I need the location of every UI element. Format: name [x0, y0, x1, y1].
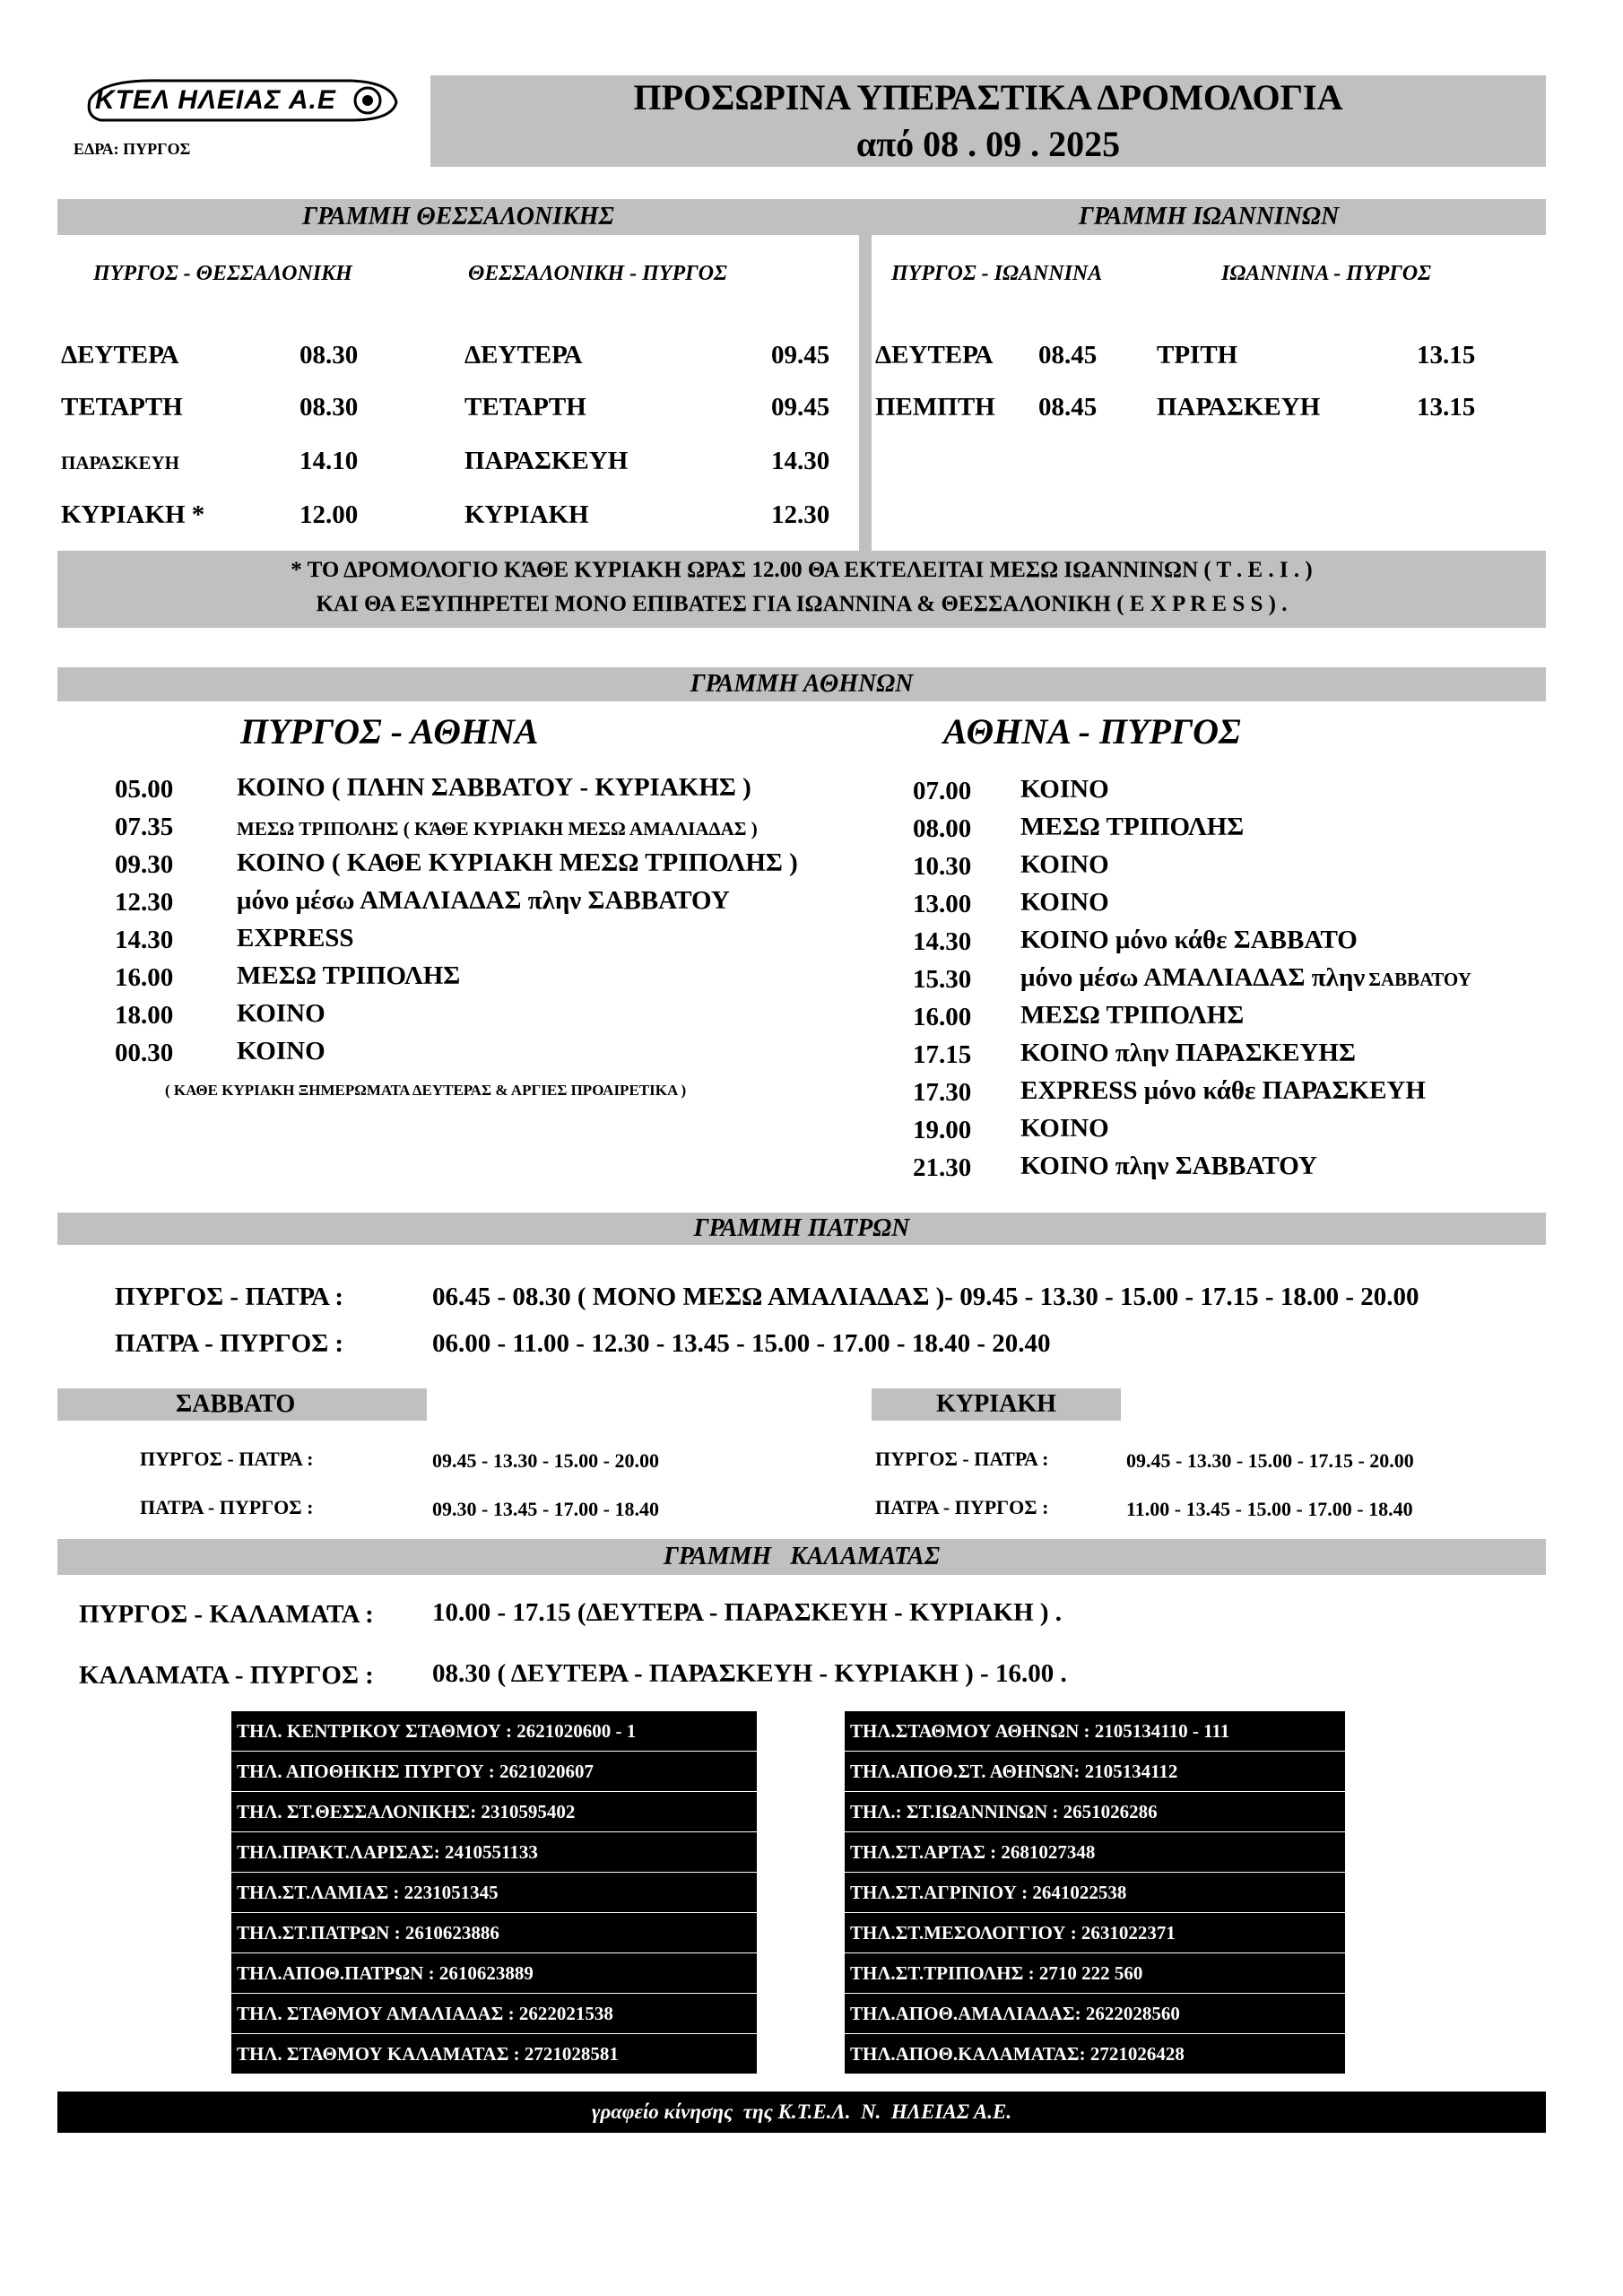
athens-to-10-time: 19.00 [913, 1116, 972, 1144]
ioannina-from-label: ΠΥΡΓΟΣ - ΙΩΑΝΝΙΝΑ [891, 262, 1103, 285]
athens-from-1-desc: ΚΟΙΝΟ ( ΠΛΗΝ ΣΑΒΒΑΤΟΥ - ΚΥΡΙΑΚΗΣ ) [237, 773, 751, 802]
footer-text: γραφείο κίνησης της Κ.Τ.Ε.Λ. Ν. ΗΛΕΙΑΣ Α.Ε. [591, 2100, 1012, 2123]
athens-to-6-desc: μόνο μέσω ΑΜΑΛΙΑΔΑΣ πλην [1020, 963, 1366, 992]
patras-row-2-label: ΠΑΤΡΑ - ΠΥΡΓΟΣ : [115, 1329, 344, 1358]
athens-from-7-time: 18.00 [115, 1001, 174, 1030]
ioannina-heading: ΓΡΑΜΜΗ ΙΩΑΝΝΙΝΩΝ [1078, 203, 1340, 230]
thess-row-2-day1: ΤΕΤΑΡΤΗ [61, 393, 183, 422]
athens-to-3-time: 10.30 [913, 852, 972, 881]
athens-to-3-desc: ΚΟΙΝΟ [1020, 850, 1109, 879]
patras-row-2-times: 06.00 - 11.00 - 12.30 - 13.45 - 15.00 - 17.00 - 18.40 - 20.40 [432, 1329, 1051, 1358]
thess-row-2-time1: 08.30 [299, 393, 359, 422]
athens-to-4-time: 13.00 [913, 890, 972, 918]
patras-row-1-times: 06.45 - 08.30 ( ΜΟΝΟ ΜΕΣΩ ΑΜΑΛΙΑΔΑΣ )- 09.45 - 13.30 - 15.00 - 17.15 - 18.00 - 20.00 [432, 1283, 1419, 1311]
athens-to-4-desc: ΚΟΙΝΟ [1020, 888, 1109, 917]
athens-from-2-desc: ΜΕΣΩ ΤΡΙΠΟΛΗΣ ( ΚΆΘΕ ΚΥΡΙΑΚΗ ΜΕΣΩ ΑΜΑΛΙΑΔΑΣ ) [237, 818, 758, 839]
thess-row-1-time2: 09.45 [771, 341, 830, 370]
phone-right-9: ΤΗΛ.ΑΠΟΘ.ΚΑΛΑΜΑΤΑΣ: 2721026428 [845, 2034, 1345, 2074]
phone-left-9: ΤΗΛ. ΣΤΑΘΜΟΥ ΚΑΛΑΜΑΤΑΣ : 2721028581 [231, 2034, 757, 2074]
athens-from-footnote: ( ΚΑΘΕ ΚΥΡΙΑΚΗ ΞΗΜΕΡΩΜΑΤΑ ΔΕΥΤΕΡΑΣ & ΑΡΓΙΕΣ ΠΡΟΑΙΡΕΤΙΚΑ ) [165, 1082, 687, 1099]
phone-right-1: ΤΗΛ.ΣΤΑΘΜΟΥ ΑΘΗΝΩΝ : 2105134110 - 111 [845, 1711, 1345, 1751]
athens-to-6-desc-wrap [1020, 963, 1471, 993]
athens-to-10-desc: ΚΟΙΝΟ [1020, 1114, 1109, 1143]
patras-row-1-label: ΠΥΡΓΟΣ - ΠΑΤΡΑ : [115, 1283, 344, 1311]
athens-to-7-desc: ΜΕΣΩ ΤΡΙΠΟΛΗΣ [1020, 1001, 1245, 1030]
seat-text: ΕΔΡΑ: ΠΥΡΓΟΣ [74, 140, 191, 158]
athens-to-1-desc: ΚΟΙΝΟ [1020, 775, 1109, 804]
athens-to-5-time: 14.30 [913, 927, 972, 956]
thess-row-3-day2: ΠΑΡΑΣΚΕΥΗ [464, 447, 629, 475]
saturday-heading: ΣΑΒΒΑΤΟ [176, 1390, 296, 1418]
athens-heading: ΓΡΑΜΜΗ ΑΘΗΝΩΝ [690, 670, 914, 698]
ioan-row-1-time2: 13.15 [1417, 341, 1476, 370]
athens-from-6-time: 16.00 [115, 963, 174, 992]
phone-left-8: ΤΗΛ. ΣΤΑΘΜΟΥ ΑΜΑΛΙΑΔΑΣ : 2622021538 [231, 1994, 757, 2033]
phone-left-1: ΤΗΛ. ΚΕΝΤΡΙΚΟΥ ΣΤΑΘΜΟΥ : 2621020600 - 1 [231, 1711, 757, 1751]
athens-to-8-desc: ΚΟΙΝΟ πλην ΠΑΡΑΣΚΕΥΗΣ [1020, 1039, 1356, 1067]
phone-left-3: ΤΗΛ. ΣΤ.ΘΕΣΣΑΛΟΝΙΚΗΣ: 2310595402 [231, 1792, 757, 1831]
thess-row-3-time2: 14.30 [771, 447, 830, 475]
ioan-row-2-day1: ΠΕΜΠΤΗ [875, 393, 995, 422]
page-date: από 08 . 09 . 2025 [855, 124, 1121, 164]
sat-row-1-times: 09.45 - 13.30 - 15.00 - 20.00 [432, 1449, 659, 1472]
thess-row-4-time2: 12.30 [771, 500, 830, 529]
thess-row-1-day1: ΔΕΥΤΕΡΑ [61, 341, 179, 370]
sat-row-2-label: ΠΑΤΡΑ - ΠΥΡΓΟΣ : [140, 1496, 314, 1518]
athens-to-9-time: 17.30 [913, 1078, 972, 1107]
thess-row-1-time1: 08.30 [299, 341, 359, 370]
logo-text: ΚΤΕΛ ΗΛΕΙΑΣ Α.Ε [95, 85, 336, 115]
athens-to-6-time: 15.30 [913, 965, 972, 994]
phone-right-8: ΤΗΛ.ΑΠΟΘ.ΑΜΑΛΙΑΔΑΣ: 2622028560 [845, 1994, 1345, 2033]
thess-row-4-day1: ΚΥΡΙΑΚΗ * [61, 500, 205, 529]
athens-to-2-desc: ΜΕΣΩ ΤΡΙΠΟΛΗΣ [1020, 813, 1245, 841]
phone-left-4: ΤΗΛ.ΠΡΑΚΤ.ΛΑΡΙΣΑΣ: 2410551133 [231, 1832, 757, 1872]
athens-from-3-desc: ΚΟΙΝΟ ( ΚΑΘΕ ΚΥΡΙΑΚΗ ΜΕΣΩ ΤΡΙΠΟΛΗΣ ) [237, 848, 798, 877]
sat-row-1-label: ΠΥΡΓΟΣ - ΠΑΤΡΑ : [140, 1448, 314, 1470]
phone-left-6: ΤΗΛ.ΣΤ.ΠΑΤΡΩΝ : 2610623886 [231, 1913, 757, 1952]
phone-left-2: ΤΗΛ. ΑΠΟΘΗΚΗΣ ΠΥΡΓΟΥ : 2621020607 [231, 1752, 757, 1791]
phone-right-3: ΤΗΛ.: ΣΤ.ΙΩΑΝΝΙΝΩΝ : 2651026286 [845, 1792, 1345, 1831]
athens-from-2-time: 07.35 [115, 813, 174, 841]
thess-row-4-day2: ΚΥΡΙΑΚΗ [464, 500, 589, 529]
athens-from-4-time: 12.30 [115, 888, 174, 917]
athens-to-11-desc: ΚΟΙΝΟ πλην ΣΑΒΒΑΤΟΥ [1020, 1152, 1317, 1180]
thess-row-1-day2: ΔΕΥΤΕΡΑ [464, 341, 583, 370]
athens-from-8-time: 00.30 [115, 1039, 174, 1067]
note-line-1: * ΤΟ ΔΡΟΜΟΛΟΓΙΟ ΚΆΘΕ ΚΥΡΙΑΚΗ ΩΡΑΣ 12.00 ΘΑ ΕΚΤΕΛΕΙΤΑΙ ΜΕΣΩ ΙΩΑΝΝΙΝΩΝ ( Τ . Ε . Ι . ) [291, 558, 1313, 582]
athens-to-7-time: 16.00 [913, 1003, 972, 1031]
kalamata-heading: ΓΡΑΜΜΗ ΚΑΛΑΜΑΤΑΣ [663, 1543, 941, 1570]
athens-to-5-desc: ΚΟΙΝΟ μόνο κάθε ΣΑΒΒΑΤΟ [1020, 926, 1358, 954]
note-line-2: ΚΑΙ ΘΑ ΕΞΥΠΗΡΕΤΕΙ ΜΟΝΟ ΕΠΙΒΑΤΕΣ ΓΙΑ ΙΩΑΝΝΙΝΑ & ΘΕΣΣΑΛΟΝΙΚΗ ( E X P R E S S ) . [316, 592, 1288, 616]
sun-row-1-times: 09.45 - 13.30 - 15.00 - 17.15 - 20.00 [1126, 1449, 1414, 1472]
patras-heading: ΓΡΑΜΜΗ ΠΑΤΡΩΝ [693, 1214, 910, 1242]
thessaloniki-heading: ΓΡΑΜΜΗ ΘΕΣΣΑΛΟΝΙΚΗΣ [302, 203, 614, 230]
athens-from-5-time: 14.30 [115, 926, 174, 954]
thess-row-4-time1: 12.00 [299, 500, 359, 529]
athens-from-7-desc: ΚΟΙΝΟ [237, 999, 325, 1028]
ioannina-to-label: ΙΩΑΝΝΙΝΑ - ΠΥΡΓΟΣ [1221, 262, 1431, 285]
phone-left-7: ΤΗΛ.ΑΠΟΘ.ΠΑΤΡΩΝ : 2610623889 [231, 1953, 757, 1993]
kalamata-row-2-label: ΚΑΛΑΜΑΤΑ - ΠΥΡΓΟΣ : [79, 1661, 374, 1690]
sunday-heading: ΚΥΡΙΑΚΗ [936, 1390, 1056, 1418]
ioan-row-2-time2: 13.15 [1417, 393, 1476, 422]
athens-to-9-desc: EXPRESS μόνο κάθε ΠΑΡΑΣΚΕΥΗ [1020, 1076, 1426, 1105]
athens-from-6-desc: ΜΕΣΩ ΤΡΙΠΟΛΗΣ [237, 961, 461, 990]
page-title: ΠΡΟΣΩΡΙΝΑ ΥΠΕΡΑΣΤΙΚΑ ΔΡΟΜΟΛΟΓΙΑ [633, 77, 1343, 117]
athens-to-11-time: 21.30 [913, 1153, 972, 1182]
phone-left-5: ΤΗΛ.ΣΤ.ΛΑΜΙΑΣ : 2231051345 [231, 1873, 757, 1912]
athens-to-1-time: 07.00 [913, 777, 972, 805]
kalamata-row-2-times: 08.30 ( ΔΕΥΤΕΡΑ - ΠΑΡΑΣΚΕΥΗ - ΚΥΡΙΑΚΗ ) - 16.00 . [432, 1659, 1067, 1688]
athens-from-4-desc: μόνο μέσω ΑΜΑΛΙΑΔΑΣ πλην ΣΑΒΒΑΤΟΥ [237, 886, 730, 915]
sat-row-2-times: 09.30 - 13.45 - 17.00 - 18.40 [432, 1498, 659, 1520]
athens-from-label: ΠΥΡΓΟΣ - ΑΘΗΝΑ [240, 711, 539, 752]
ioan-row-1-day2: ΤΡΙΤΗ [1157, 341, 1238, 370]
ioan-row-2-day2: ΠΑΡΑΣΚΕΥΗ [1157, 393, 1321, 422]
thess-row-2-time2: 09.45 [771, 393, 830, 422]
athens-from-8-desc: ΚΟΙΝΟ [237, 1037, 325, 1065]
athens-to-8-time: 17.15 [913, 1040, 972, 1069]
ioan-row-1-day1: ΔΕΥΤΕΡΑ [875, 341, 994, 370]
athens-from-1-time: 05.00 [115, 775, 174, 804]
ioan-row-1-time1: 08.45 [1038, 341, 1098, 370]
kalamata-row-1-times: 10.00 - 17.15 (ΔΕΥΤΕΡΑ - ΠΑΡΑΣΚΕΥΗ - ΚΥΡΙΑΚΗ ) . [432, 1598, 1063, 1627]
thessaloniki-from-label: ΠΥΡΓΟΣ - ΘΕΣΣΑΛΟΝΙΚΗ [93, 262, 352, 285]
sun-row-1-label: ΠΥΡΓΟΣ - ΠΑΤΡΑ : [875, 1448, 1049, 1470]
phone-right-2: ΤΗΛ.ΑΠΟΘ.ΣΤ. ΑΘΗΝΩΝ: 2105134112 [845, 1752, 1345, 1791]
sun-row-2-label: ΠΑΤΡΑ - ΠΥΡΓΟΣ : [875, 1496, 1049, 1518]
phone-right-4: ΤΗΛ.ΣΤ.ΑΡΤΑΣ : 2681027348 [845, 1832, 1345, 1872]
sun-row-2-times: 11.00 - 13.45 - 15.00 - 17.00 - 18.40 [1126, 1498, 1413, 1520]
athens-from-5-desc: EXPRESS [237, 924, 354, 952]
phone-right-6: ΤΗΛ.ΣΤ.ΜΕΣΟΛΟΓΓΙΟΥ : 2631022371 [845, 1913, 1345, 1952]
logo [82, 74, 405, 127]
phone-right-5: ΤΗΛ.ΣΤ.ΑΓΡΙΝΙΟΥ : 2641022538 [845, 1873, 1345, 1912]
thess-row-3-time1: 14.10 [299, 447, 359, 475]
vertical-divider [859, 199, 872, 551]
athens-to-label: ΑΘΗΝΑ - ΠΥΡΓΟΣ [943, 711, 1241, 752]
thessaloniki-to-label: ΘΕΣΣΑΛΟΝΙΚΗ - ΠΥΡΓΟΣ [468, 262, 727, 285]
athens-to-2-time: 08.00 [913, 814, 972, 843]
kalamata-row-1-label: ΠΥΡΓΟΣ - ΚΑΛΑΜΑΤΑ : [79, 1600, 374, 1629]
thess-row-3-day1: ΠΑΡΑΣΚΕΥΗ [61, 452, 179, 474]
ioan-row-2-time1: 08.45 [1038, 393, 1098, 422]
athens-to-6-desc-small: ΣΑΒΒΑΤΟΥ [1368, 969, 1471, 990]
athens-from-3-time: 09.30 [115, 850, 174, 879]
thess-row-2-day2: ΤΕΤΑΡΤΗ [464, 393, 586, 422]
phone-right-7: ΤΗΛ.ΣΤ.ΤΡΙΠΟΛΗΣ : 2710 222 560 [845, 1953, 1345, 1993]
